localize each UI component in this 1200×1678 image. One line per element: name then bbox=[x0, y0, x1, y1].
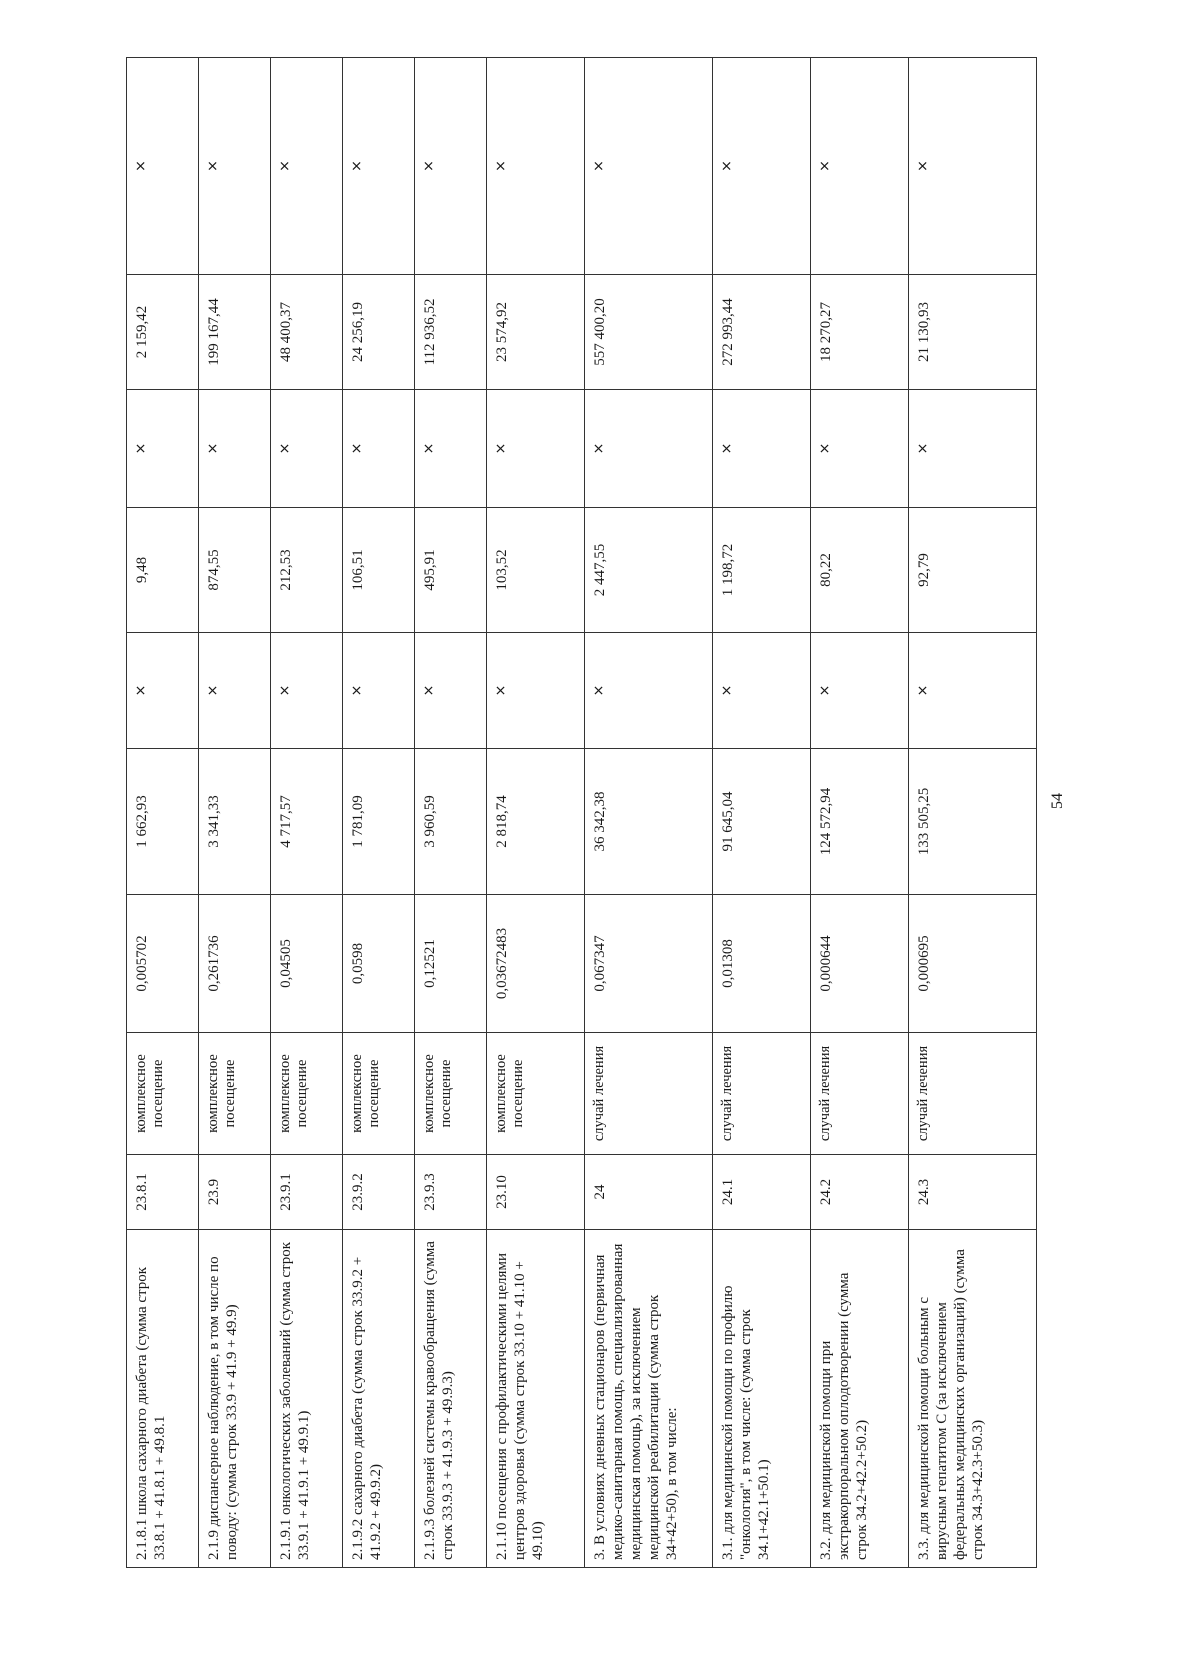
row-name: 2.1.10 посещения с профилактическими целями центров здоровья (сумма строк 33.10 + 41.10 + 49.10) bbox=[487, 1230, 585, 1568]
table-row bbox=[811, 58, 909, 1568]
per-capita-cell: 1 198,72 bbox=[713, 508, 811, 633]
row-name: 3.3. для медицинской помощи больным с вирусным гепатитом С (за исключением федеральных медицинских организаций) (сумма строк 34.3+42.3+50.3) bbox=[909, 1230, 1037, 1568]
table-row bbox=[909, 58, 1037, 1568]
row-name: 3.2. для медицинской помощи при экстракорпоральном оплодотворении (сумма строк 34.2+42.2+50.2) bbox=[811, 1230, 909, 1568]
cost-cell: 36 342,38 bbox=[585, 749, 713, 895]
table-row bbox=[343, 58, 415, 1568]
volume-cell: 0,000644 bbox=[811, 895, 909, 1033]
unit-cell: комплексное посещение bbox=[343, 1033, 415, 1155]
table-row bbox=[415, 58, 487, 1568]
unit-cell: комплексное посещение bbox=[199, 1033, 271, 1155]
unit-cell: комплексное посещение bbox=[415, 1033, 487, 1155]
empty-mark-cell: × bbox=[127, 58, 199, 275]
empty-mark-cell: × bbox=[811, 390, 909, 508]
per-capita-cell: 9,48 bbox=[127, 508, 199, 633]
volume-cell: 0,261736 bbox=[199, 895, 271, 1033]
row-name: 2.1.9.1 онкологических заболеваний (сумма строк 33.9.1 + 41.9.1 + 49.9.1) bbox=[271, 1230, 343, 1568]
empty-mark-cell: × bbox=[127, 633, 199, 749]
row-name: 2.1.8.1 школа сахарного диабета (сумма строк 33.8.1 + 41.8.1 + 49.8.1 bbox=[127, 1230, 199, 1568]
cost-cell: 1 781,09 bbox=[343, 749, 415, 895]
volume-cell: 0,01308 bbox=[713, 895, 811, 1033]
cost-cell: 133 505,25 bbox=[909, 749, 1037, 895]
empty-mark-cell: × bbox=[415, 633, 487, 749]
cost-cell: 1 662,93 bbox=[127, 749, 199, 895]
empty-mark-cell: × bbox=[271, 390, 343, 508]
row-name: 2.1.9.3 болезней системы кравообращения (сумма строк 33.9.3 + 41.9.3 + 49.9.3) bbox=[415, 1230, 487, 1568]
table-row bbox=[271, 58, 343, 1568]
table-row bbox=[713, 58, 811, 1568]
empty-mark-cell: × bbox=[585, 390, 713, 508]
per-capita-cell: 212,53 bbox=[271, 508, 343, 633]
row-number: 23.9.3 bbox=[415, 1155, 487, 1230]
empty-mark-cell: × bbox=[585, 633, 713, 749]
empty-mark-cell: × bbox=[343, 58, 415, 275]
empty-mark-cell: × bbox=[909, 633, 1037, 749]
total-cell: 112 936,52 bbox=[415, 275, 487, 390]
volume-cell: 0,000695 bbox=[909, 895, 1037, 1033]
table-row bbox=[127, 58, 199, 1568]
empty-mark-cell: × bbox=[343, 390, 415, 508]
unit-cell: комплексное посещение bbox=[487, 1033, 585, 1155]
table-row bbox=[199, 58, 271, 1568]
row-number: 23.9.1 bbox=[271, 1155, 343, 1230]
empty-mark-cell: × bbox=[811, 58, 909, 275]
empty-mark-cell: × bbox=[415, 390, 487, 508]
unit-cell: случай лечения bbox=[585, 1033, 713, 1155]
row-name: 2.1.9.2 сахарного диабета (сумма строк 33.9.2 + 41.9.2 + 49.9.2) bbox=[343, 1230, 415, 1568]
cost-cell: 91 645,04 bbox=[713, 749, 811, 895]
total-cell: 48 400,37 bbox=[271, 275, 343, 390]
empty-mark-cell: × bbox=[713, 633, 811, 749]
volume-cell: 0,067347 bbox=[585, 895, 713, 1033]
volume-cell: 0,005702 bbox=[127, 895, 199, 1033]
unit-cell: случай лечения bbox=[811, 1033, 909, 1155]
row-number: 24.2 bbox=[811, 1155, 909, 1230]
empty-mark-cell: × bbox=[909, 58, 1037, 275]
volume-cell: 0,0598 bbox=[343, 895, 415, 1033]
total-cell: 199 167,44 bbox=[199, 275, 271, 390]
empty-mark-cell: × bbox=[199, 390, 271, 508]
unit-cell: случай лечения bbox=[909, 1033, 1037, 1155]
volume-cell: 0,03672483 bbox=[487, 895, 585, 1033]
empty-mark-cell: × bbox=[271, 633, 343, 749]
table-row bbox=[487, 58, 585, 1568]
row-number: 23.10 bbox=[487, 1155, 585, 1230]
cost-cell: 124 572,94 bbox=[811, 749, 909, 895]
empty-mark-cell: × bbox=[199, 633, 271, 749]
empty-mark-cell: × bbox=[487, 390, 585, 508]
empty-mark-cell: × bbox=[487, 633, 585, 749]
row-number: 23.8.1 bbox=[127, 1155, 199, 1230]
empty-mark-cell: × bbox=[909, 390, 1037, 508]
volume-cell: 0,12521 bbox=[415, 895, 487, 1033]
page-number: 54 bbox=[1049, 793, 1066, 809]
row-name: 3.1. для медицинской помощи по профилю "онкология", в том числе: (сумма строк 34.1+42.1+50.1) bbox=[713, 1230, 811, 1568]
row-number: 24.3 bbox=[909, 1155, 1037, 1230]
per-capita-cell: 106,51 bbox=[343, 508, 415, 633]
empty-mark-cell: × bbox=[415, 58, 487, 275]
row-name: 2.1.9 диспансерное наблюдение, в том числе по поводу: (сумма строк 33.9 + 41.9 + 49.9) bbox=[199, 1230, 271, 1568]
total-cell: 18 270,27 bbox=[811, 275, 909, 390]
total-cell: 21 130,93 bbox=[909, 275, 1037, 390]
total-cell: 24 256,19 bbox=[343, 275, 415, 390]
empty-mark-cell: × bbox=[811, 633, 909, 749]
unit-cell: комплексное посещение bbox=[271, 1033, 343, 1155]
empty-mark-cell: × bbox=[713, 390, 811, 508]
total-cell: 2 159,42 bbox=[127, 275, 199, 390]
per-capita-cell: 2 447,55 bbox=[585, 508, 713, 633]
cost-cell: 2 818,74 bbox=[487, 749, 585, 895]
unit-cell: комплексное посещение bbox=[127, 1033, 199, 1155]
unit-cell: случай лечения bbox=[713, 1033, 811, 1155]
table-row bbox=[585, 58, 713, 1568]
row-number: 23.9 bbox=[199, 1155, 271, 1230]
row-number: 24 bbox=[585, 1155, 713, 1230]
row-number: 23.9.2 bbox=[343, 1155, 415, 1230]
volume-cell: 0,04505 bbox=[271, 895, 343, 1033]
empty-mark-cell: × bbox=[199, 58, 271, 275]
per-capita-cell: 92,79 bbox=[909, 508, 1037, 633]
cost-cell: 3 341,33 bbox=[199, 749, 271, 895]
total-cell: 272 993,44 bbox=[713, 275, 811, 390]
row-name: 3. В условиях дневных стационаров (первичная медико-санитарная помощь, специализированная медицинская помощь), за исключением медицинской реабилитации (сумма строк 34+42+50), в том числе: bbox=[585, 1230, 713, 1568]
per-capita-cell: 495,91 bbox=[415, 508, 487, 633]
empty-mark-cell: × bbox=[585, 58, 713, 275]
total-cell: 23 574,92 bbox=[487, 275, 585, 390]
cost-cell: 4 717,57 bbox=[271, 749, 343, 895]
per-capita-cell: 874,55 bbox=[199, 508, 271, 633]
empty-mark-cell: × bbox=[343, 633, 415, 749]
row-number: 24.1 bbox=[713, 1155, 811, 1230]
empty-mark-cell: × bbox=[271, 58, 343, 275]
empty-mark-cell: × bbox=[127, 390, 199, 508]
per-capita-cell: 103,52 bbox=[487, 508, 585, 633]
empty-mark-cell: × bbox=[713, 58, 811, 275]
per-capita-cell: 80,22 bbox=[811, 508, 909, 633]
tariff-table bbox=[126, 57, 1037, 1568]
cost-cell: 3 960,59 bbox=[415, 749, 487, 895]
empty-mark-cell: × bbox=[487, 58, 585, 275]
total-cell: 557 400,20 bbox=[585, 275, 713, 390]
